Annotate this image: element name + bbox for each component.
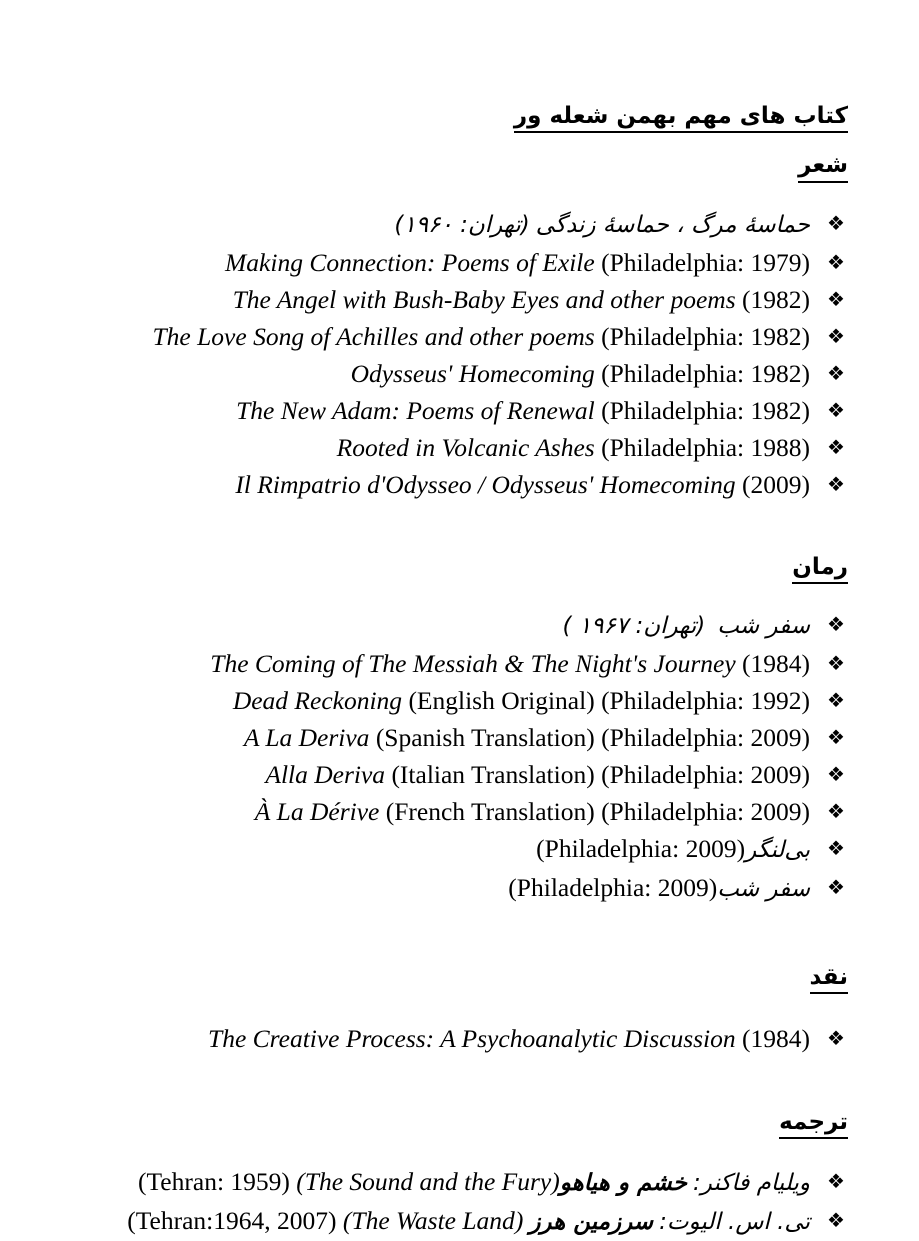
- list-item: [45, 466, 848, 503]
- bullet-icon: ❖: [827, 210, 845, 235]
- list-item: [45, 869, 848, 908]
- bullet-icon: ❖: [827, 397, 845, 422]
- list-item: [45, 606, 848, 645]
- book-title: Dead Reckoning: [232, 685, 403, 715]
- section-heading-poetry: [45, 133, 848, 182]
- book-entry: [563, 606, 811, 645]
- booklist-poetry: [45, 183, 848, 503]
- book-entry: [153, 318, 811, 355]
- list-item: [45, 392, 848, 429]
- list-item: [45, 205, 848, 244]
- book-note: (French Translation) (Philadelphia: 2009): [385, 796, 810, 826]
- book-note: (Philadelphia: 2009): [508, 872, 718, 902]
- book-note: (تهران: ۱۹۶۷ ): [562, 612, 706, 639]
- book-entry: [244, 719, 810, 756]
- book-title: The New Adam: Poems of Renewal: [236, 395, 595, 425]
- book-entry: [236, 392, 810, 429]
- book-entry: [351, 355, 810, 392]
- translation-persian-title: سرزمین هرز: [529, 1209, 654, 1236]
- list-item: [45, 429, 848, 466]
- book-note: (Philadelphia: 1982): [601, 321, 810, 351]
- list-item: [45, 793, 848, 830]
- book-note: (2009): [742, 469, 810, 499]
- booklist-novel: [45, 584, 848, 908]
- book-entry: [233, 281, 810, 318]
- section-heading-translation-text: ترجمه: [779, 1110, 848, 1139]
- section-heading-poetry-text: شعر: [798, 153, 848, 182]
- bullet-icon: ❖: [827, 471, 845, 496]
- list-item: [45, 1202, 848, 1241]
- book-note: (Philadelphia: 1988): [601, 432, 810, 462]
- bullet-icon: ❖: [827, 360, 845, 385]
- translation-author: ویلیام فاکنر:: [693, 1170, 810, 1197]
- page-title: [45, 0, 848, 133]
- book-title: The Creative Process: A Psychoanalytic Discussion: [208, 1024, 736, 1054]
- book-title: A La Deriva: [243, 722, 370, 752]
- page-title-text: کتاب های مهم بهمن شعله ور: [514, 104, 848, 133]
- book-title: سفر شب: [717, 612, 810, 639]
- book-entry: [210, 645, 810, 682]
- bullet-icon: ❖: [827, 1208, 845, 1233]
- booklist-translation: [45, 1139, 848, 1241]
- book-title: Making Connection: Poems of Exile: [225, 247, 595, 277]
- list-item: [45, 1020, 848, 1057]
- book-title: سفر شب: [717, 875, 810, 902]
- book-entry: [508, 869, 810, 908]
- book-title: Alla Deriva: [265, 759, 386, 789]
- bullet-icon: ❖: [827, 798, 845, 823]
- bullet-icon: ❖: [827, 1169, 845, 1194]
- book-title: The Angel with Bush-Baby Eyes and other poems: [232, 284, 736, 314]
- book-entry: [536, 830, 810, 869]
- translation-original-title: (The Waste Land): [342, 1206, 524, 1236]
- book-entry: [265, 756, 810, 793]
- bullet-icon: ❖: [827, 835, 845, 860]
- book-title: Rooted in Volcanic Ashes: [336, 432, 595, 462]
- bullet-icon: ❖: [827, 611, 845, 636]
- bullet-icon: ❖: [827, 687, 845, 712]
- bullet-icon: ❖: [827, 286, 845, 311]
- book-note: (1984): [742, 648, 810, 678]
- list-item: [45, 244, 848, 281]
- bullet-icon: ❖: [827, 761, 845, 786]
- section-heading-novel-text: رمان: [792, 555, 848, 584]
- book-note: (Philadelphia: 1982): [601, 395, 810, 425]
- booklist-criticism: [45, 994, 848, 1057]
- list-item: [45, 645, 848, 682]
- book-note: (1982): [742, 284, 810, 314]
- book-title: حماسۀ مرگ ، حماسۀ زندگی: [535, 211, 810, 238]
- book-note: (1984): [742, 1024, 810, 1054]
- book-entry: [225, 244, 810, 281]
- book-title: The Love Song of Achilles and other poems: [152, 321, 595, 351]
- section-heading-novel: [45, 503, 848, 584]
- translation-original-title: (The Sound and the Fury): [296, 1167, 560, 1197]
- list-item: [45, 355, 848, 392]
- book-entry: [127, 1202, 810, 1241]
- list-item: [45, 318, 848, 355]
- book-note: (Philadelphia: 1979): [601, 247, 810, 277]
- book-title: À La Dérive: [254, 796, 380, 826]
- bullet-icon: ❖: [827, 1026, 845, 1051]
- list-item: [45, 830, 848, 869]
- book-note: (Philadelphia: 2009): [536, 833, 746, 863]
- book-note: (Spanish Translation) (Philadelphia: 2009): [375, 722, 810, 752]
- list-item: [45, 1163, 848, 1202]
- bullet-icon: ❖: [827, 874, 845, 899]
- book-note: (Italian Translation) (Philadelphia: 2009): [391, 759, 810, 789]
- book-note: (English Original) (Philadelphia: 1992): [408, 685, 810, 715]
- translation-persian-title: خشم و هیاهو: [559, 1170, 688, 1197]
- book-title: The Coming of The Messiah & The Night's Journey: [210, 648, 736, 678]
- book-title: Il Rimpatrio d'Odysseo / Odysseus' Homecoming: [235, 469, 736, 499]
- book-note: (تهران: ۱۹۶۰): [394, 211, 530, 238]
- book-note: (Tehran:1964, 2007): [127, 1206, 337, 1236]
- book-entry: [394, 205, 810, 244]
- section-heading-criticism-text: نقد: [810, 965, 848, 994]
- bullet-icon: ❖: [827, 434, 845, 459]
- book-entry: [138, 1163, 810, 1202]
- list-item: [45, 719, 848, 756]
- book-entry: [208, 1020, 810, 1057]
- list-item: [45, 756, 848, 793]
- book-title: بی‌لنگر: [745, 836, 810, 863]
- book-entry: [337, 429, 810, 466]
- book-note: (Philadelphia: 1982): [601, 358, 810, 388]
- book-entry: [233, 682, 810, 719]
- list-item: [45, 281, 848, 318]
- book-entry: [255, 793, 810, 830]
- bullet-icon: ❖: [827, 724, 845, 749]
- section-heading-criticism: [45, 908, 848, 994]
- translation-author: تی. اس. الیوت:: [659, 1209, 810, 1236]
- book-entry: [235, 466, 810, 503]
- bullet-icon: ❖: [827, 323, 845, 348]
- bullet-icon: ❖: [827, 249, 845, 274]
- book-note: (Tehran: 1959): [138, 1167, 290, 1197]
- list-item: [45, 682, 848, 719]
- section-heading-translation: [45, 1057, 848, 1139]
- book-title: Odysseus' Homecoming: [350, 358, 595, 388]
- bullet-icon: ❖: [827, 650, 845, 675]
